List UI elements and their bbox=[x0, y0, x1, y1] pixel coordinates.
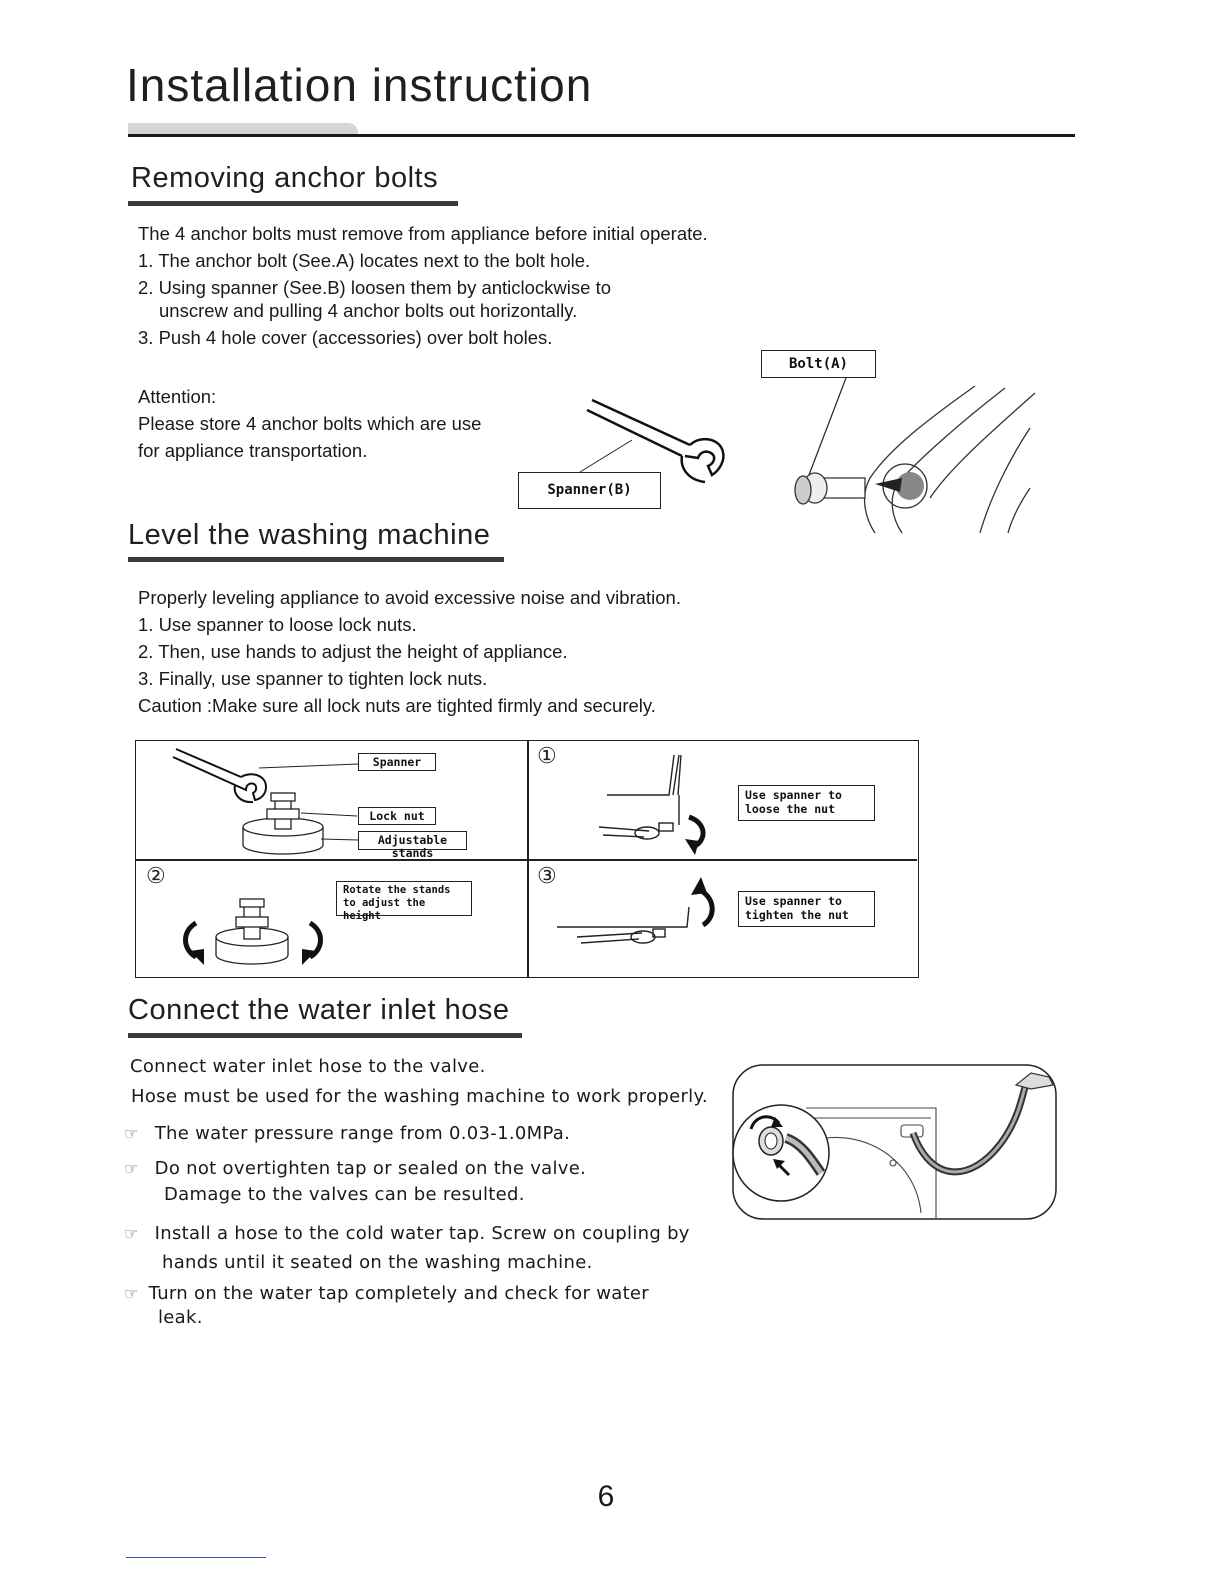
section-rule-hose bbox=[128, 1033, 522, 1038]
hose-bullet-3 bbox=[124, 1219, 690, 1277]
title-underline bbox=[128, 134, 1075, 137]
spanner-b-label: Spanner(B) bbox=[518, 472, 661, 509]
hose-bullet-2 bbox=[124, 1156, 586, 1208]
hose-bullet-4-text: Turn on the water tap completely and check for water bbox=[148, 1283, 649, 1304]
step-3-label-line-2: tighten the nut bbox=[745, 908, 849, 922]
diagram-step-1-cell bbox=[529, 741, 917, 859]
parts-drawing bbox=[171, 747, 371, 857]
level-intro: Properly leveling appliance to avoid excessive noise and vibration. bbox=[138, 587, 681, 608]
hose-bullet-1 bbox=[124, 1121, 570, 1147]
hose-line-1: Connect water inlet hose to the valve. bbox=[130, 1056, 486, 1077]
bolt-illustration bbox=[780, 378, 1040, 538]
step-1-label bbox=[738, 785, 875, 821]
anchor-step-3: 3. Push 4 hole cover (accessories) over bolt holes. bbox=[138, 327, 553, 348]
footer-rule bbox=[126, 1557, 266, 1558]
diagram-parts-cell bbox=[136, 741, 527, 859]
attention-note bbox=[138, 383, 481, 464]
hose-bullet-4-text-cont: leak. bbox=[158, 1307, 203, 1328]
page-number: 6 bbox=[597, 1480, 615, 1513]
hose-line-2: Hose must be used for the washing machine to work properly. bbox=[131, 1086, 708, 1107]
adjustable-stands-part-label: Adjustable stands bbox=[358, 831, 467, 850]
step-2-number: ② bbox=[146, 864, 166, 889]
anchor-instructions bbox=[138, 220, 708, 351]
hose-bullet-2-text-cont: Damage to the valves can be resulted. bbox=[164, 1184, 525, 1205]
hose-bullet-3-text-cont: hands until it seated on the washing machine. bbox=[162, 1252, 593, 1273]
step-2-drawing bbox=[176, 883, 336, 973]
level-step-2: 2. Then, use hands to adjust the height of appliance. bbox=[138, 641, 568, 662]
diagram-step-3-cell bbox=[529, 861, 917, 977]
hose-bullet-3-text: Install a hose to the cold water tap. Screw on coupling by bbox=[154, 1223, 690, 1244]
hose-bullet-1-text: The water pressure range from 0.03-1.0MPa. bbox=[154, 1123, 571, 1144]
diagram-step-2-cell bbox=[136, 861, 527, 977]
section-heading-hose: Connect the water inlet hose bbox=[128, 994, 510, 1026]
section-rule-anchor-bolts bbox=[128, 201, 458, 206]
hose-bullet-4 bbox=[124, 1282, 649, 1330]
step-3-label bbox=[738, 891, 875, 927]
step-1-label-line-2: loose the nut bbox=[745, 802, 836, 816]
section-rule-level bbox=[128, 557, 504, 562]
hose-illustration bbox=[731, 1063, 1061, 1223]
attention-title: Attention: bbox=[138, 386, 217, 407]
step-1-drawing bbox=[589, 755, 719, 855]
step-1-label-line-1: Use spanner to bbox=[745, 788, 842, 802]
level-instructions bbox=[138, 584, 681, 719]
pointing-hand-icon: ☞ bbox=[124, 1224, 139, 1243]
step-2-label bbox=[336, 881, 472, 922]
level-step-1: 1. Use spanner to loose lock nuts. bbox=[138, 614, 417, 635]
step-3-drawing bbox=[557, 877, 737, 967]
step-3-label-line-1: Use spanner to bbox=[745, 894, 842, 908]
attention-line-1: Please store 4 anchor bolts which are use bbox=[138, 413, 482, 434]
pointing-hand-icon: ☞ bbox=[124, 1284, 139, 1303]
step-2-label-line-2: to adjust the height bbox=[343, 897, 426, 922]
leveling-diagram bbox=[135, 740, 919, 978]
pointing-hand-icon: ☞ bbox=[124, 1159, 139, 1178]
anchor-step-2-cont: unscrew and pulling 4 anchor bolts out horizontally. bbox=[159, 300, 578, 321]
section-heading-anchor-bolts: Removing anchor bolts bbox=[131, 162, 439, 194]
hose-bullet-2-text: Do not overtighten tap or sealed on the valve. bbox=[154, 1158, 587, 1179]
attention-line-2: for appliance transportation. bbox=[138, 440, 368, 461]
lock-nut-part-label: Lock nut bbox=[358, 807, 436, 825]
anchor-step-2: 2. Using spanner (See.B) loosen them by anticlockwise to bbox=[138, 277, 612, 298]
bolt-a-label: Bolt(A) bbox=[761, 350, 876, 378]
step-2-label-line-1: Rotate the stands bbox=[343, 884, 451, 896]
level-step-3: 3. Finally, use spanner to tighten lock nuts. bbox=[138, 668, 488, 689]
step-3-number: ③ bbox=[537, 864, 557, 889]
page-title: Installation instruction bbox=[126, 59, 593, 111]
section-heading-level: Level the washing machine bbox=[128, 519, 491, 551]
pointing-hand-icon: ☞ bbox=[124, 1124, 139, 1143]
spanner-part-label: Spanner bbox=[358, 753, 436, 771]
level-caution: Caution :Make sure all lock nuts are tighted firmly and securely. bbox=[138, 695, 656, 716]
step-1-number: ① bbox=[537, 744, 557, 769]
anchor-intro: The 4 anchor bolts must remove from appliance before initial operate. bbox=[138, 223, 708, 244]
anchor-step-1: 1. The anchor bolt (See.A) locates next to the bolt hole. bbox=[138, 250, 591, 271]
